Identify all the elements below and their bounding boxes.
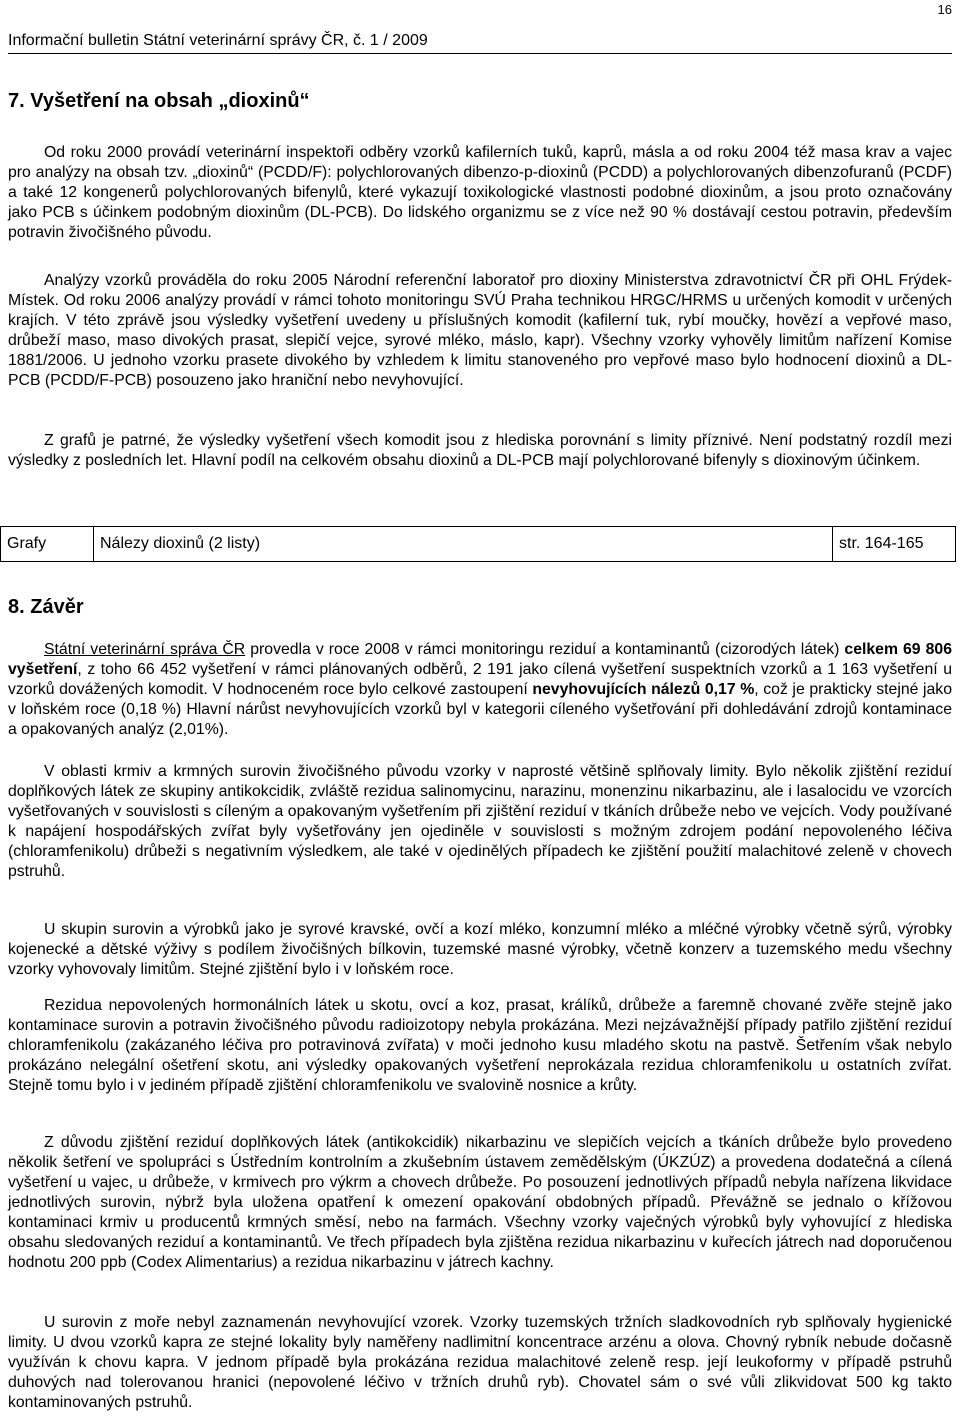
grafy-description-cell: Nálezy dioxinů (2 listy) bbox=[94, 527, 833, 562]
grafy-reference-table bbox=[0, 526, 956, 562]
noncompliant-rate-bold: nevyhovujících nálezů 0,17 % bbox=[532, 681, 755, 698]
section-8-paragraph-5-text: Z důvodu zjištění reziduí doplňkových látek (antikokcidik) nikarbazinu ve slepičích vejcích a tkáních drůbeže bylo provedeno několik šetření ve spolupráci s Ústředním kontrolním a zkušebním ústavem zemědělským (ÚKZÚZ) a provedena dodatečná a cílená vyšetření u vajec, u drůbeže, v krmivech pro výkrm a chovech drůbeže. Po posouzení jednotlivých případů nebyla nařízena likvidace jednotlivých surovin, nýbrž byla uložena opatření k omezení opakování obdobných případů. Převážně se jednalo o křížovou kontaminaci krmiv u producentů krmných směsí, nebo na farmách. Všechny vzorky vaječných výrobků byly vyhovující z hlediska obsahu sledovaných reziduí a kontaminantů. Ve třech případech byla zjištěna rezidua nikarbazinu v kuřecích játrech nad doporučenou hodnotu 200 ppb (Codex Alimentarius) a rezidua nikarbazinu v játrech kachny. bbox=[8, 1134, 952, 1271]
section-7-paragraph-1-text: Od roku 2000 provádí veterinární inspektoři odběry vzorků kafilerních tuků, kaprů, másla a od roku 2004 též masa krav a vajec pro analýzy na obsah tzv. „dioxinů“ (PCDD/F): polychlorovaných dibenzo-p-dioxinů (PCDD) a polychlorovaných dibenzofuranů (PCDF) a také 12 kongenerů polychlorovaných bifenylů, které vykazují toxikologické vlastnosti podobné dioxinům, a jsou proto označovány jako PCB s účinkem podobným dioxinům (DL-PCB). Do lidského organizmu se z více než 90 % dostávají cestou potravin, především potravin živočišného původu. bbox=[8, 144, 952, 241]
section-7-paragraph-3-text: Z grafů je patrné, že výsledky vyšetření všech komodit jsou z hlediska porovnání s limity příznivé. Není podstatný rozdíl mezi výsledky z posledních let. Hlavní podíl na celkovém obsahu dioxinů a DL-PCB mají polychlorované bifenyly s dioxinovým účinkem. bbox=[8, 432, 952, 469]
section-8-paragraph-6 bbox=[8, 1313, 952, 1413]
section-7-paragraph-1 bbox=[8, 143, 952, 243]
section-8-title: 8. Závěr bbox=[8, 596, 84, 618]
total-examinations-bold: celkem 69 806 vyšetření bbox=[8, 641, 952, 678]
grafy-reference-row bbox=[1, 527, 956, 562]
section-8-paragraph-3-text: U skupin surovin a výrobků jako je syrové kravské, ovčí a kozí mléko, konzumní mléko a mléčné výrobky včetně sýrů, výrobky kojenecké a dětské výživy s podílem živočišných bílkovin, tuzemské masné výrobky, včetně konzerv a tuzemského medu všechny vzorky vyhovovaly limitům. Stejné zjištění bylo i v loňském roce. bbox=[8, 921, 952, 978]
section-8-paragraph-4 bbox=[8, 996, 952, 1096]
section-8-paragraph-5 bbox=[8, 1133, 952, 1273]
section-8-p1-part-a: provedla v roce 2008 v rámci monitoringu reziduí a kontaminantů (cizorodých látek) bbox=[245, 641, 845, 658]
section-8-paragraph-2 bbox=[8, 762, 952, 882]
bulletin-header: Informační bulletin Státní veterinární správy ČR, č. 1 / 2009 bbox=[8, 32, 952, 54]
section-7-paragraph-3 bbox=[8, 431, 952, 471]
section-7-paragraph-2 bbox=[8, 271, 952, 391]
section-8-p1-part-b: , z toho 66 452 vyšetření v rámci plánovaných odběrů, 2 191 jako cílená vyšetření suspektních vzorků a 1 163 vyšetření u vzorků dovážených komodit. V hodnoceném roce bylo celkové zastoupení bbox=[8, 661, 952, 698]
section-7-paragraph-2-text: Analýzy vzorků prováděla do roku 2005 Národní referenční laboratoř pro dioxiny Ministerstva zdravotnictví ČR při OHL Frýdek-Místek. Od roku 2006 analýzy provádí v rámci tohoto monitoringu SVÚ Praha technikou HRGC/HRMS u určených komodit v určených krajích. V této zprávě jsou výsledky vyšetření uvedeny u příslušných komodit (kafilerní tuk, rybí moučky, hovězí a vepřové maso, drůbeží maso, maso divokých prasat, slepičí vejce, syrové mléko, máslo, kapr). Všechny vzorky vyhověly limitům nařízení Komise 1881/2006. U jednoho vzorku prasete divokého by vzhledem k limitu stanoveného pro vepřové maso bylo hodnocení dioxinů a DL-PCB (PCDD/F-PCB) posouzeno jako hraniční nebo nevyhovující. bbox=[8, 272, 952, 389]
section-8-paragraph-6-text: U surovin z moře nebyl zaznamenán nevyhovující vzorek. Vzorky tuzemských tržních sladkovodních ryb splňovaly hygienické limity. U dvou vzorků kapra ze stejné lokality byly naměřeny nadlimitní koncentrace arzénu a olova. Chovný rybník nebude dočasně využíván k chovu kapra. V jednom případě byla prokázána rezidua malachitové zeleně resp. její leukoformy v případě pstruhů duhových nad tolerovanou hranici (nepovolené léčivo v tržních druhů ryb). Chovatel sám o své vůli zlikvidovat 500 kg takto kontaminovaných pstruhů. bbox=[8, 1314, 952, 1411]
section-8-p1-part-c: , což je prakticky stejné jako v loňském roce (0,18 %) Hlavní nárůst nevyhovujících vzorků byl v kategorii cíleného vyšetřování při dohledávání zdrojů kontaminace a opakovaných analýz (2,01%). bbox=[8, 681, 952, 738]
section-8-paragraph-4-text: Rezidua nepovolených hormonálních látek u skotu, ovcí a koz, prasat, králíků, drůbeže a faremně chované zvěře stejně jako kontaminace surovin a potravin živočišného původu radioizotopy nebyla prokázána. Mezi nejzávažnější případy patřilo zjištění reziduí chloramfenikolu (zakázaného léčiva pro potravinová zvířata) v moči jednoho kusu mladého skotu na pastvě. Šetřením však nebylo prokázáno nelegální ošetření skotu, ani výsledky opakovaných vyšetření neprokázala rezidua chloramfenikolu u ostatních zvířat. Stejně tomu bylo i v jediném případě zjištění chloramfenikolu ve svalovině nosnice a krůty. bbox=[8, 997, 952, 1094]
svs-name-underlined: Státní veterinární správa ČR bbox=[44, 641, 246, 658]
section-8-paragraph-1 bbox=[8, 640, 952, 740]
section-8-paragraph-2-text: V oblasti krmiv a krmných surovin živočišného původu vzorky v naprosté většině splňovaly limity. Bylo několik zjištění reziduí doplňkových látek ze skupiny antikokcidik, zvláště rezidua salinomycinu, narazinu, monenzinu nikarbazinu, ale i lasalocidu ve vzorcích vyšetřovaných v souvislosti s cíleným a opakovaným vyšetřením při zjištění reziduí v tkáních drůbeže nebo ve vejcích. Vody používané k napájení hospodářských zvířat byly vyšetřovány jen ojediněle v souvislosti s možným zdrojem podání nepovoleného léčiva (chloramfenikolu) drůbeži s negativním výsledkem, ale také v ojedinělých případech ke zjištění použití malachitové zeleně v chovech pstruhů. bbox=[8, 763, 952, 880]
grafy-pages-cell: str. 164-165 bbox=[833, 527, 956, 562]
page-number: 16 bbox=[937, 2, 952, 17]
section-7-title: 7. Vyšetření na obsah „dioxinů“ bbox=[8, 90, 310, 112]
grafy-label-cell: Grafy bbox=[1, 527, 94, 562]
section-8-paragraph-3 bbox=[8, 920, 952, 980]
